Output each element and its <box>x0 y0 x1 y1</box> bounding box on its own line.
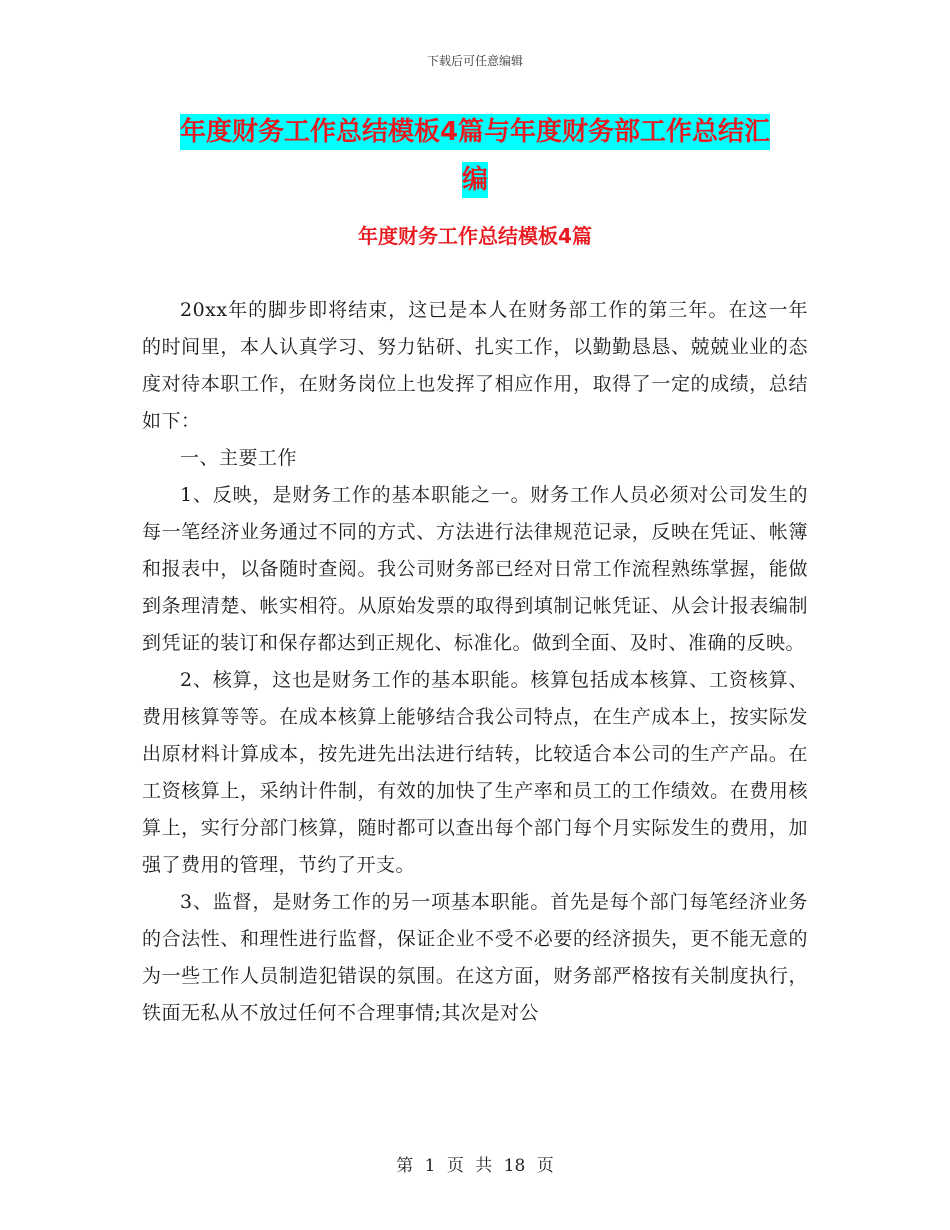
document-title <box>120 108 830 204</box>
page-footer: 第 1 页 共 18 页 <box>396 1156 554 1176</box>
document-title-line2: 编 <box>462 162 488 198</box>
paragraph-intro: 20xx年的脚步即将结束，这已是本人在财务部工作的第三年。在这一年的时间里，本人认真学习、努力钻研、扎实工作，以勤勤恳恳、兢兢业业的态度对待本职工作，在财务岗位上也发挥了相应作用，取得了一定的成绩，总结如下： <box>142 299 808 432</box>
paragraph-reflect: 1、反映，是财务工作的基本职能之一。财务工作人员必须对公司发生的每一笔经济业务通过不同的方式、方法进行法律规范记录，反映在凭证、帐簿和报表中，以备随时查阅。我公司财务部已经对日常工作流程熟练掌握，能做到条理清楚、帐实相符。从原始发票的取得到填制记帐凭证、从会计报表编制到凭证的装订和保存都达到正规化、标准化。做到全面、及时、准确的反映。 <box>142 484 808 654</box>
paragraph-heading-main-work: 一、主要工作 <box>180 447 298 469</box>
paragraph-accounting: 2、核算，这也是财务工作的基本职能。核算包括成本核算、工资核算、费用核算等等。在成本核算上能够结合我公司特点，在生产成本上，按实际发出原材料计算成本，按先进先出法进行结转，比较适合本公司的生产产品。在工资核算上，采纳计件制，有效的加快了生产率和员工的工作绩效。在费用核算上，实行分部门核算，随时都可以查出每个部门每个月实际发生的费用，加强了费用的管理，节约了开支。 <box>142 669 808 876</box>
page-header: 下载后可任意编辑 <box>426 54 523 68</box>
body-text <box>142 292 808 1032</box>
paragraph-supervision: 3、监督，是财务工作的另一项基本职能。首先是每个部门每笔经济业务的合法性、和理性进行监督，保证企业不受不必要的经济损失，更不能无意的为一些工作人员制造犯错误的氛围。在这方面，财务部严格按有关制度执行，铁面无私从不放过任何不合理事情;其次是对公 <box>142 891 808 1024</box>
section-title: 年度财务工作总结模板4篇 <box>358 224 592 248</box>
document-title-line1: 年度财务工作总结模板4篇与年度财务部工作总结汇 <box>180 114 770 150</box>
